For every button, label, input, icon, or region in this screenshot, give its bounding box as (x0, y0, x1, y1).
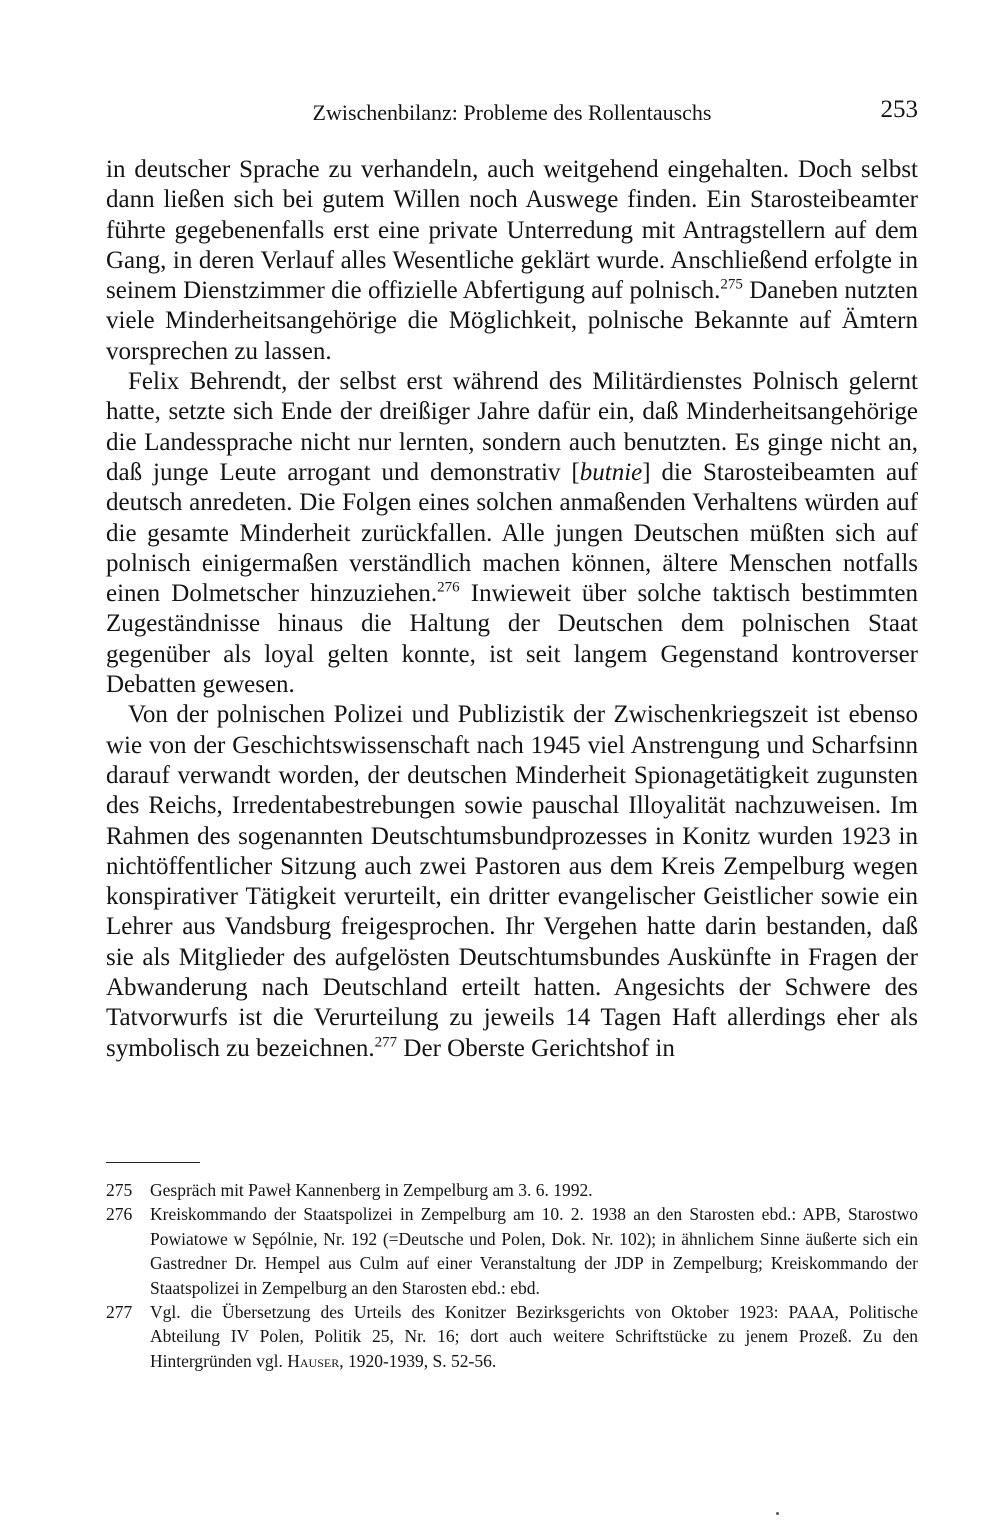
paragraph-1-text-b: Daneben nutzten viele Minderheitsangehörige die Möglichkeit, polnische Bekannte auf Ämtern vorsprechen zu lassen. (106, 277, 919, 365)
running-title: Zwischenbilanz: Probleme des Rollentauschs (312, 100, 712, 125)
footnote-ref-277: 277 (374, 1034, 398, 1051)
footnote-text: Gespräch mit Paweł Kannenberg in Zempelburg am 3. 6. 1992. (150, 1180, 593, 1200)
footnote-277 (106, 1300, 918, 1373)
footnote-275 (106, 1178, 918, 1202)
footnote-text-end: , 1920-1939, S. 52-56. (339, 1350, 497, 1371)
paragraph-1-text-a: in deutscher Sprache zu verhandeln, auch weitgehend eingehalten. Doch selbst dann ließen sich bei gutem Willen noch Auswege finden. Ein Starosteibeamter führte gegebenenfalls erst eine private Unterredung mit Antragstellern auf dem Gang, in deren Verlauf alles Wesentliche geklärt wurde. Anschließend erfolgte in seinem Dienstzimmer die offizielle Abfertigung auf polnisch. (106, 156, 918, 305)
paragraph-3-text-b: Der Oberste Gerichtshof in (397, 1034, 675, 1062)
scan-speck (776, 1512, 779, 1515)
footnote-author: Hauser (287, 1350, 340, 1371)
paragraph-3 (106, 700, 918, 1064)
footnote-ref-275: 275 (720, 276, 743, 293)
italic-term: butnie (579, 458, 643, 486)
page-number: 253 (880, 96, 918, 123)
footnote-divider (106, 1162, 200, 1163)
paragraph-2 (106, 367, 918, 700)
footnote-number: 276 (106, 1204, 133, 1225)
paragraph-3-text-a: Von der polnischen Polizei und Publizistik der Zwischenkriegszeit ist ebenso wie von der Geschichtswissenschaft nach 1945 viel Anstrengung und Scharfsinn darauf verwandt worden, der deutschen Minderheit Spionagetätigkeit zugunsten des Reichs, Irredentabestrebungen sowie pauschal Illoyalität nachzuweisen. Im Rahmen des sogenannten Deutschtumsbundprozesses in Konitz wurden 1923 in nichtöffentlicher Sitzung auch zwei Pastoren aus dem Kreis Zempelburg wegen konspirativer Tätigkeit verurteilt, ein dritter evangelischer Geistlicher sowie ein Lehrer aus Vandsburg freigesprochen. Ihr Vergehen hatte darin bestanden, daß sie als Mitglieder des aufgelösten Deutschtumsbundes Auskünfte in Fragen der Abwanderung nach Deutschland erteilt hatten. Angesichts der Schwere des Tatvorwurfs ist die Verurteilung zu jeweils 14 Tagen Haft allerdings eher als symbolisch zu bezeichnen. (106, 701, 918, 1062)
body-text (106, 155, 918, 1064)
paragraph-2-text-c: Inwieweit über solche taktisch bestimmten Zugeständnisse hinaus die Haltung der Deutschen dem polnischen Staat gegenüber als loyal gelten konnte, ist seit langem Gegenstand kontroverser Debatten gewesen. (106, 580, 918, 699)
paragraph-2-text-a: Felix Behrendt, der selbst erst während des Militärdienstes Polnisch gelernt hatte, setzte sich Ende der dreißiger Jahre dafür ein, daß Minderheitsangehörige die Landessprache nicht nur lernten, sondern auch benutzten. Es ginge nicht an, daß junge Leute arrogant und demonstrativ [ (106, 368, 918, 486)
footnote-number: 275 (106, 1180, 133, 1200)
footnote-text: Vgl. die Übersetzung des Urteils des Konitzer Bezirksgerichts von Oktober 1923: PAAA, Politische Abteilung IV Polen, Politik 25, Nr. 16; dort auch weitere Schriftstücke zu jenem Prozeß. Zu den Hintergründen vgl. (150, 1302, 918, 1371)
footnote-276 (106, 1202, 918, 1300)
footnote-number: 277 (106, 1302, 133, 1323)
footnotes (106, 1178, 918, 1373)
footnote-ref-276: 276 (437, 579, 460, 596)
running-head (106, 96, 918, 132)
paragraph-1 (106, 155, 918, 367)
footnote-text: Kreiskommando der Staatspolizei in Zempelburg am 10. 2. 1938 an den Starosten ebd.: APB, Starostwo Powiatowe w Sępólnie, Nr. 192 (=Deutsche und Polen, Dok. Nr. 102); in ähnlichem Sinne äußerte sich ein Gastredner Dr. Hempel aus Culm auf einer Veranstaltung der JDP in Zempelburg; Kreiskommando der Staatspolizei in Zempelburg an den Starosten ebd.: ebd. (150, 1204, 918, 1298)
paragraph-2-text-b: ] die Starosteibeamten auf deutsch anredeten. Die Folgen eines solchen anmaßenden Verhaltens würden auf die gesamte Minderheit zurückfallen. Alle jungen Deutschen müßten sich auf polnisch einigermaßen verständlich machen können, ältere Menschen notfalls einen Dolmetscher hinzuziehen. (106, 458, 918, 608)
